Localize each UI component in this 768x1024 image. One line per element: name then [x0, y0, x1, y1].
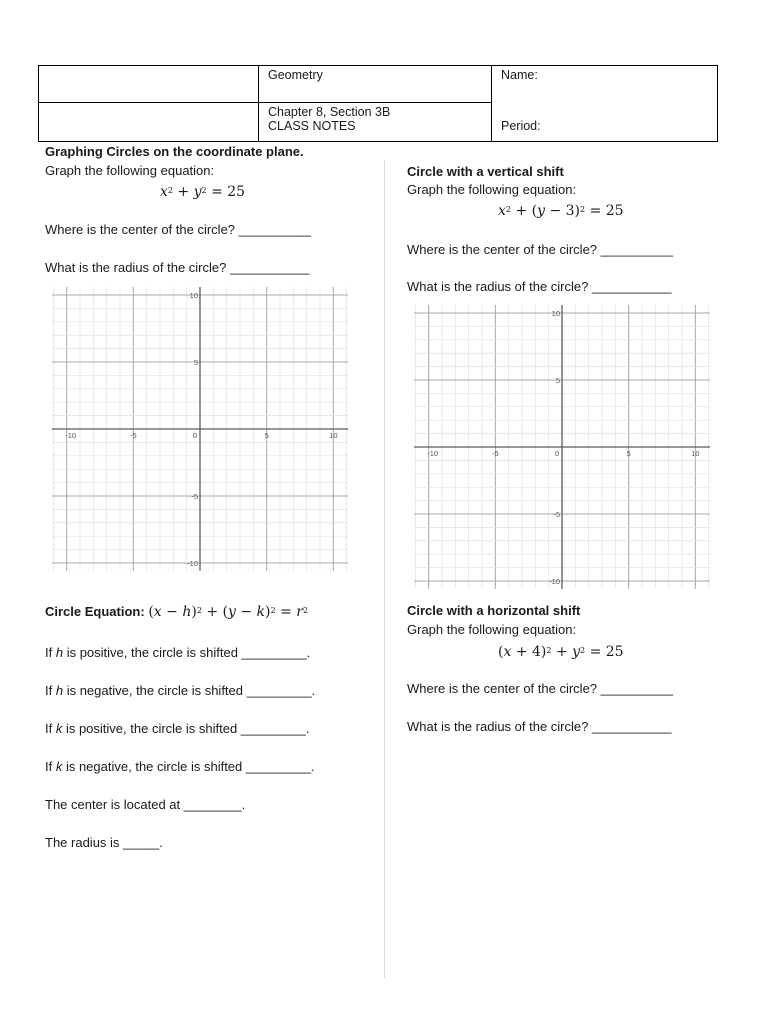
x-tick-label: -5 — [129, 431, 137, 440]
if-k-positive: If k is positive, the circle is shifted _________. — [45, 721, 310, 736]
radius-is: The radius is _____. — [45, 835, 163, 850]
vertical-prompt: Graph the following equation: — [407, 182, 577, 197]
left-q-radius: What is the radius of the circle? ___________ — [45, 260, 310, 275]
y-tick-label: -10 — [187, 558, 198, 568]
horizontal-q-center: Where is the center of the circle? __________ — [407, 681, 673, 696]
period-label: Period: — [501, 119, 541, 133]
horizontal-prompt: Graph the following equation: — [407, 622, 577, 637]
y-tick-label: -5 — [191, 491, 198, 501]
circle-equation: $(x - h)^2 + (y - k)^2 = r^2$ — [148, 604, 309, 620]
right-grid-svg[interactable] — [407, 298, 717, 596]
left-coordinate-grid[interactable] — [45, 280, 355, 578]
header-blank-cell — [39, 66, 259, 103]
vertical-heading: Circle with a vertical shift — [407, 164, 564, 179]
x-tick-label: 5 — [264, 431, 269, 440]
x-tick-label: -5 — [491, 449, 499, 458]
left-prompt: Graph the following equation: — [45, 163, 215, 178]
header-blank-cell-2 — [39, 103, 259, 142]
y-tick-label: -5 — [553, 509, 560, 519]
column-divider — [384, 160, 385, 978]
horizontal-q-radius: What is the radius of the circle? ___________ — [407, 719, 672, 734]
if-k-negative: If k is negative, the circle is shifted _________. — [45, 759, 315, 774]
vertical-q-radius: What is the radius of the circle? ___________ — [407, 279, 672, 294]
x-tick-label: -10 — [65, 431, 77, 440]
vertical-equation: $x^2 + (y - 3)^2 = 25$ — [498, 203, 624, 219]
left-equation: $x^2 + y^2 = 25$ — [160, 184, 246, 200]
x-tick-label: -10 — [427, 449, 439, 458]
left-q-center: Where is the center of the circle? __________ — [45, 222, 311, 237]
left-heading: Graphing Circles on the coordinate plane. — [45, 144, 304, 159]
subject-cell — [259, 66, 492, 103]
x-tick-label: 10 — [691, 449, 700, 458]
x-tick-label: 0 — [192, 431, 197, 440]
right-coordinate-grid[interactable] — [407, 298, 717, 596]
vertical-q-center: Where is the center of the circle? __________ — [407, 242, 673, 257]
chapter-cell — [259, 103, 492, 142]
y-tick-label: 10 — [189, 291, 198, 301]
horizontal-heading: Circle with a horizontal shift — [407, 603, 581, 618]
y-tick-label: 10 — [551, 309, 560, 319]
center-located: The center is located at ________. — [45, 797, 246, 812]
y-tick-label: 5 — [193, 358, 198, 368]
class-notes-text: CLASS NOTES — [268, 119, 356, 134]
horizontal-equation: $(x + 4)^2 + y^2 = 25$ — [498, 644, 624, 660]
y-tick-label: -10 — [549, 576, 560, 586]
subject-text: Geometry — [268, 68, 323, 82]
header-table — [38, 65, 718, 142]
name-label: Name: — [501, 68, 538, 82]
if-h-positive: If h is positive, the circle is shifted _________. — [45, 645, 311, 660]
y-tick-label: 5 — [555, 376, 560, 386]
x-tick-label: 5 — [626, 449, 631, 458]
name-period-cell[interactable] — [492, 66, 718, 142]
circle-equation-label: Circle Equation: — [45, 604, 145, 619]
x-tick-label: 0 — [554, 449, 559, 458]
circle-equation-row — [45, 604, 308, 620]
chapter-text: Chapter 8, Section 3B — [268, 105, 391, 120]
if-h-negative: If h is negative, the circle is shifted _________. — [45, 683, 316, 698]
x-tick-label: 10 — [329, 431, 338, 440]
left-grid-svg[interactable] — [45, 280, 355, 578]
